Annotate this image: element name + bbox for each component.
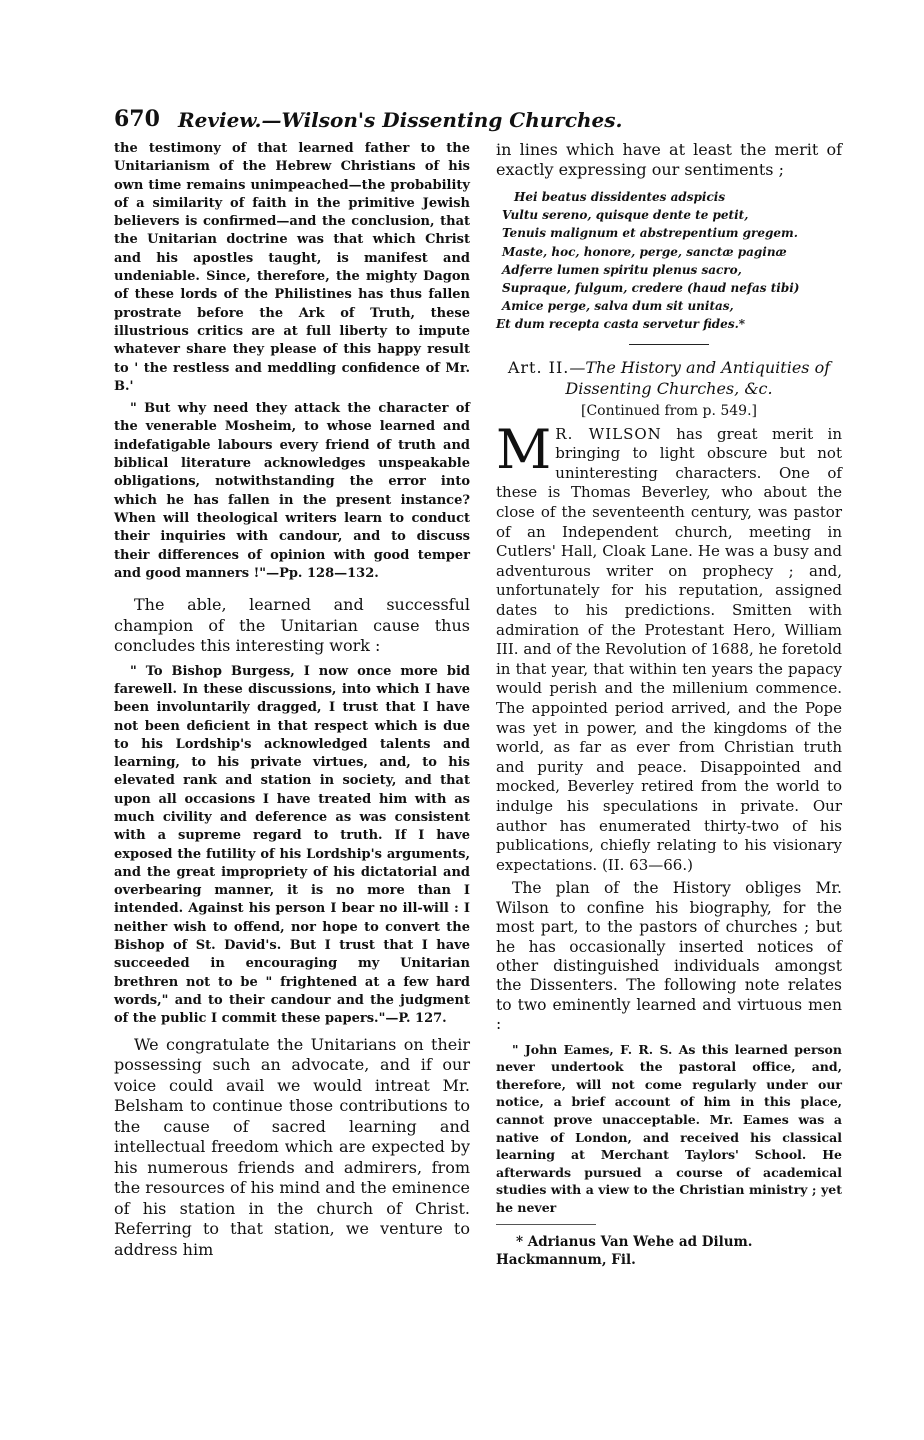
right-column — [496, 140, 842, 1269]
running-head — [114, 106, 704, 136]
verse-line: Et dum recepta casta servetur fides.* — [496, 317, 746, 332]
running-title: Review.—Wilson's Dissenting Churches. — [178, 108, 623, 132]
article-number: Art. II. — [507, 357, 570, 377]
page-number: 670 — [114, 106, 160, 132]
drop-cap: M — [496, 417, 552, 481]
verse-line: Maste, hoc, honore, perge, sanctæ paginæ — [502, 244, 787, 259]
article-title: —The History and Antiquities of Dissenting Churches, &c. — [565, 357, 831, 398]
quoted-passage: " To Bishop Burgess, I now once more bid farewell. In these discussions, into which I have been involuntarily dragged, I trust that I have not been deficient in that respect which is due to his Lordship's acknowledged talents and learning, to his private virtues, and, to his elevated rank and station in society, and that upon all occasions I have treated him with as much civility and deference as was consistent with a supreme regard to truth. If I have exposed the futility of his Lordship's arguments, and the great impropriety of his dictatorial and overbearing manner, it is no more than I intended. Against his person I bear no ill-will : I neither wish to offend, nor hope to convert the Bishop of St. David's. But I trust that I have succeeded in encouraging my Unitarian brethren not to be " frightened at a few hard words," and to their candour and the judgment of the public I commit these papers."—P. 127. — [114, 663, 470, 1027]
verse-line: Hei beatus dissidentes adspicis — [514, 190, 726, 204]
verse-line: Vultu sereno, quisque dente te petit, — [502, 208, 749, 223]
body-paragraph — [496, 417, 842, 876]
body-paragraph: in lines which have at least the merit of exactly expressing our sentiments ; — [496, 140, 842, 179]
body-paragraph: The plan of the History obliges Mr. Wilson to confine his biography, for the most part, to the pastors of churches ; but he has occasionally inserted notices of other distinguished individuals amongst the Dissenters. The following note relates to two eminently learned and virtuous men : — [496, 879, 842, 1034]
body-paragraph: We congratulate the Unitarians on their possessing such an advocate, and if our voice could avail we would intreat Mr. Belsham to continue those contributions to the cause of sacred learning and intellectual freedom which are expected by his numerous friends and admirers, from the resources of his mind and the eminence of his station in the church of Christ. Referring to that station, we venture to address him — [114, 1034, 470, 1259]
latin-verse — [496, 188, 842, 334]
left-column — [114, 140, 470, 1260]
body-paragraph: The able, learned and successful champion of the Unitarian cause thus concludes this interesting work : — [114, 595, 470, 656]
quoted-passage: the testimony of that learned father to the Unitarianism of the Hebrew Christians of his own time remains unimpeached—the probability of a similarity of faith in the primitive Jewish believers is confirmed—and the conclusion, that the Unitarian doctrine was that which Christ and his apostles taught, is manifest and undeniable. Since, therefore, the mighty Dagon of these lords of the Philistines has thus fallen prostrate before the Ark of Truth, these illustrious critics are at full liberty to impute whatever share they please of this happy result to ' the restless and meddling confidence of Mr. B.' — [114, 141, 470, 394]
verse-line: Supraque, fulgum, credere (haud nefas tibi) — [502, 281, 800, 296]
verse-line: Amice perge, salva dum sit unitas, — [502, 299, 734, 314]
paragraph-text: has great merit in bringing to light obscure but not uninteresting characters. One of these is Thomas Beverley, who about the close of the seventeenth century, was pastor of an Independent church, meeting in Cutlers' Hall, Cloak Lane. He was a busy and adventurous writer on prophecy ; and, unfortunately for his reputation, assigned dates to his predictions. Smitten with admiration of the Protestant Hero, William III. and of the Revolution of 1688, he foretold in that year, that within ten years the papacy would perish and the millenium commence. The appointed period arrived, and the Pope was yet in power, and the kingdoms of the world, as far as ever from Christian truth and purity and peace. Disappointed and mocked, Beverley retired from the world to indulge his speculations in private. Our author has enumerated thirty-two of his publications, chiefly relating to his visionary expectations. (II. 63—66.) — [496, 424, 842, 874]
article-heading — [496, 357, 842, 399]
footnote: * Adrianus Van Wehe ad Dilum. Hackmannum, Fil. — [496, 1234, 753, 1269]
lead-in-caps: R. WILSON — [555, 424, 662, 443]
quoted-passage: " But why need they attack the character of the venerable Mosheim, to whose learned and indefatigable labours every friend of truth and biblical literature acknowledges unspeakable obligations, notwithstanding the error into which he has fallen in the present instance? When will theological writers learn to conduct their inquiries with candour, and to discuss their differences of opinion with good temper and good manners !"—Pp. 128—132. — [114, 401, 470, 581]
footnote-rule — [496, 1224, 596, 1225]
section-divider — [629, 344, 709, 345]
continuation-note: [Continued from p. 549.] — [581, 402, 757, 419]
verse-line: Tenuis malignum et abstrepentium gregem. — [502, 226, 798, 241]
verse-line: Adferre lumen spiritu plenus sacro, — [502, 262, 742, 277]
quoted-passage: " John Eames, F. R. S. As this learned person never undertook the pastoral office, and, therefore, will not come regularly under our notice, a brief account of him in this place, cannot prove unacceptable. Mr. Eames was a native of London, and received his classical learning at Merchant Taylors' School. He afterwards pursued a course of academical studies with a view to the Christian ministry ; yet he never — [496, 1041, 842, 1215]
